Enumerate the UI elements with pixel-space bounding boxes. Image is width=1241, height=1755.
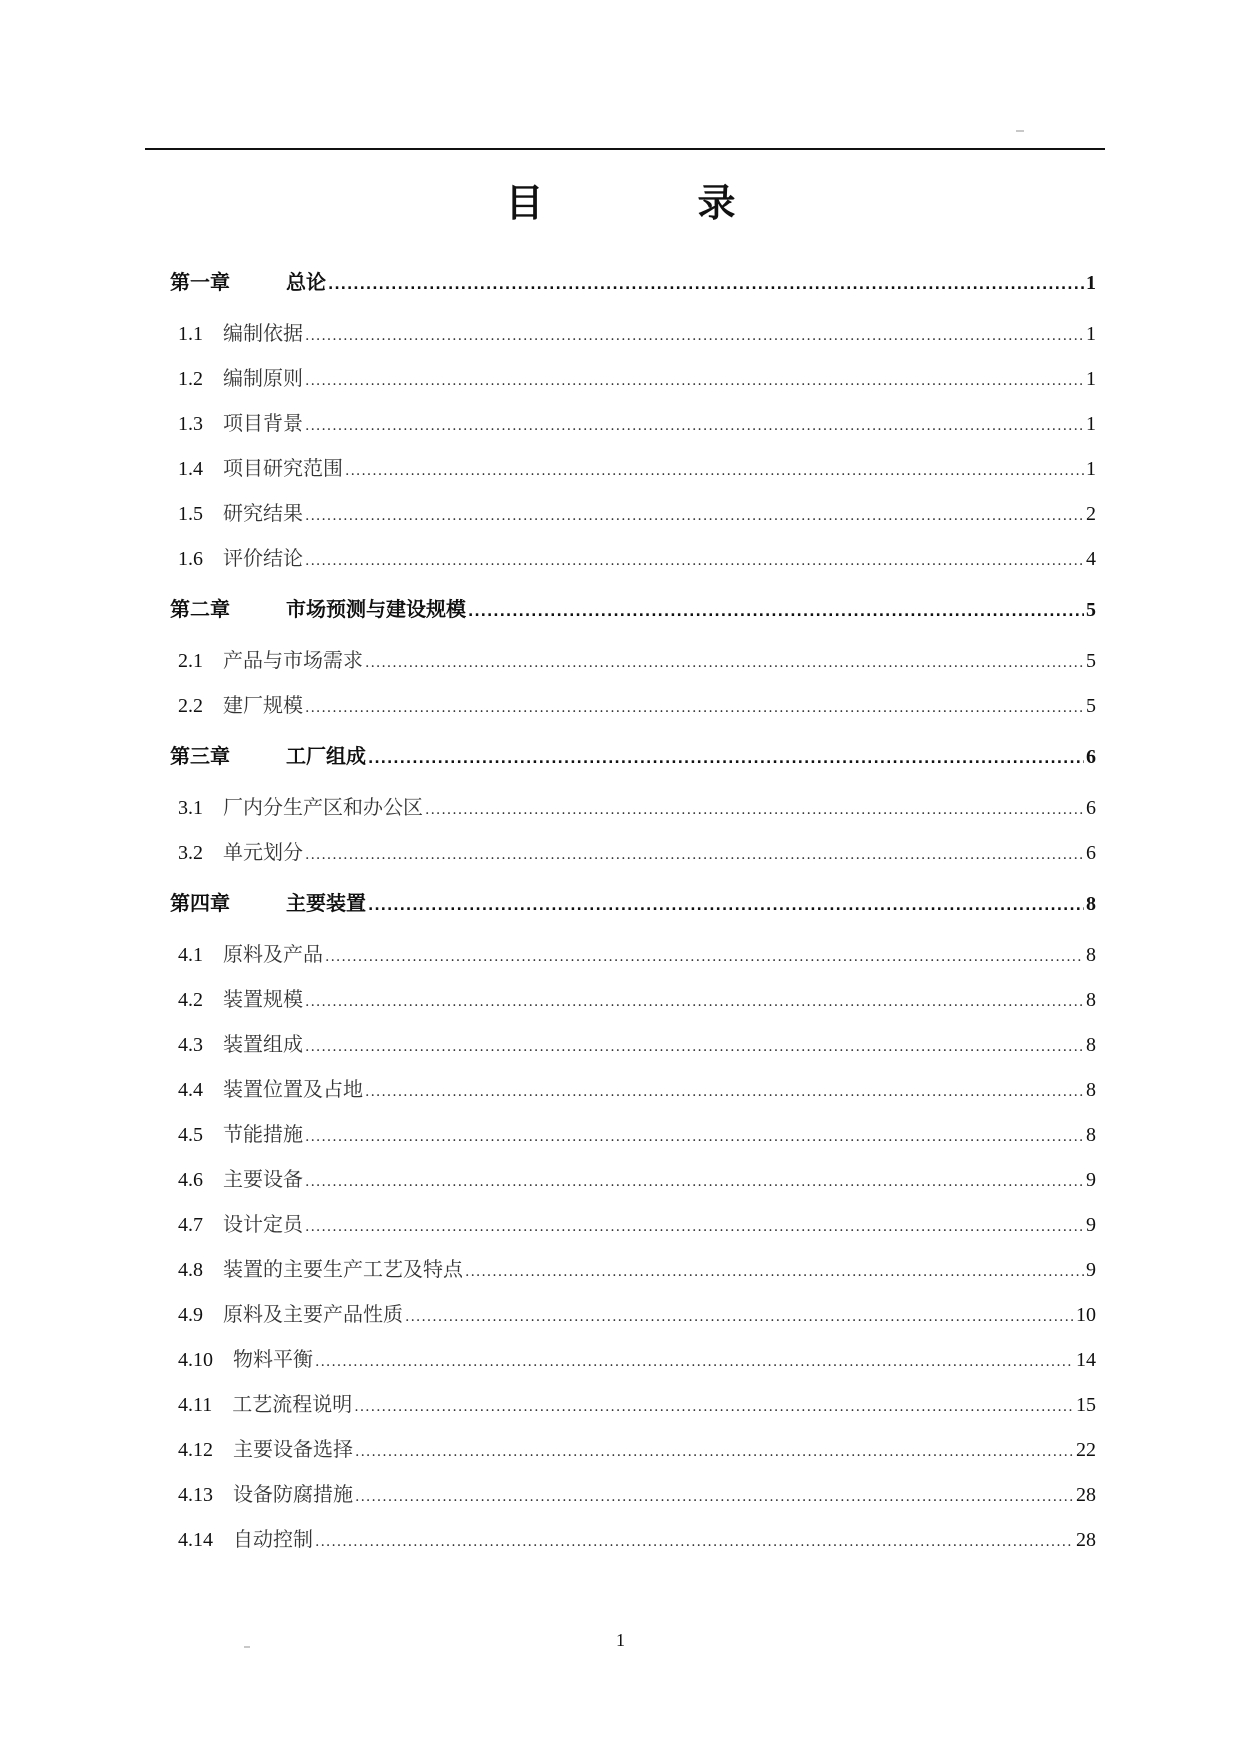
toc-entry-title: 自动控制 (233, 1527, 313, 1551)
toc-entry-page: 6 (1086, 797, 1096, 819)
toc-section-entry[interactable] (170, 1382, 1096, 1427)
toc-entry-title: 设计定员 (223, 1212, 303, 1236)
toc-entry-page: 8 (1086, 944, 1096, 966)
toc-entry-title: 物料平衡 (233, 1347, 313, 1371)
toc-entry-page: 15 (1076, 1394, 1096, 1416)
toc-entry-number: 4.14 (178, 1529, 213, 1551)
toc-entry-title: 主要设备 (223, 1167, 303, 1191)
toc-section-entry[interactable] (170, 1022, 1096, 1067)
toc-entry-number: 第二章 (170, 597, 230, 621)
toc-entry-number: 第三章 (170, 744, 230, 768)
toc-entry-page: 28 (1076, 1529, 1096, 1551)
toc-chapter-entry[interactable] (170, 254, 1096, 311)
toc-section-entry[interactable] (170, 785, 1096, 830)
toc-entry-number: 4.13 (178, 1484, 213, 1506)
toc-entry-page: 4 (1086, 548, 1096, 570)
toc-entry-page: 5 (1086, 695, 1096, 717)
toc-entry-number: 2.1 (178, 650, 203, 672)
toc-entry-title: 项目研究范围 (223, 456, 343, 480)
toc-entry-title: 编制原则 (223, 366, 303, 390)
toc-entry-page: 8 (1086, 1124, 1096, 1146)
header-mark (1016, 130, 1024, 132)
toc-entry-title: 装置位置及占地 (223, 1077, 363, 1101)
toc-leader-dots (365, 1070, 1084, 1115)
toc-entry-page: 5 (1086, 599, 1096, 621)
toc-section-entry[interactable] (170, 1157, 1096, 1202)
toc-entry-title: 编制依据 (223, 321, 303, 345)
toc-entry-title: 产品与市场需求 (223, 648, 363, 672)
toc-leader-dots (315, 1520, 1074, 1565)
toc-leader-dots (354, 1385, 1074, 1430)
toc-entry-page: 6 (1086, 842, 1096, 864)
toc-chapter-entry[interactable] (170, 581, 1096, 638)
toc-chapter-entry[interactable] (170, 728, 1096, 785)
toc-entry-title: 评价结论 (223, 546, 303, 570)
toc-entry-number: 1.6 (178, 548, 203, 570)
toc-section-entry[interactable] (170, 1067, 1096, 1112)
toc-section-entry[interactable] (170, 977, 1096, 1022)
toc-leader-dots (305, 980, 1084, 1025)
toc-leader-dots (305, 494, 1084, 539)
toc-section-entry[interactable] (170, 536, 1096, 581)
toc-entry-page: 8 (1086, 893, 1096, 915)
toc-leader-dots (355, 1430, 1074, 1475)
toc-entry-number: 4.4 (178, 1079, 203, 1101)
toc-entry-number: 4.5 (178, 1124, 203, 1146)
toc-entry-title: 装置组成 (223, 1032, 303, 1056)
toc-section-entry[interactable] (170, 1112, 1096, 1157)
toc-entry-title: 主要装置 (286, 891, 366, 915)
toc-entry-number: 第四章 (170, 891, 230, 915)
toc-leader-dots (305, 1205, 1084, 1250)
toc-entry-title: 厂内分生产区和办公区 (223, 795, 423, 819)
toc-entry-number: 第一章 (170, 270, 230, 294)
toc-leader-dots (305, 404, 1084, 449)
toc-entry-number: 4.11 (178, 1394, 213, 1416)
toc-leader-dots (305, 314, 1084, 359)
table-of-contents (170, 254, 1096, 1562)
toc-entry-page: 5 (1086, 650, 1096, 672)
toc-entry-number: 1.4 (178, 458, 203, 480)
toc-section-entry[interactable] (170, 1247, 1096, 1292)
toc-leader-dots (425, 788, 1084, 833)
toc-entry-title: 原料及主要产品性质 (223, 1302, 403, 1326)
toc-entry-page: 14 (1076, 1349, 1096, 1371)
toc-leader-dots (328, 257, 1084, 314)
toc-section-entry[interactable] (170, 932, 1096, 977)
toc-entry-number: 1.2 (178, 368, 203, 390)
toc-leader-dots (305, 1025, 1084, 1070)
toc-entry-number: 1.5 (178, 503, 203, 525)
toc-entry-number: 4.9 (178, 1304, 203, 1326)
toc-entry-page: 9 (1086, 1214, 1096, 1236)
toc-entry-title: 项目背景 (223, 411, 303, 435)
toc-leader-dots (305, 833, 1084, 878)
toc-entry-title: 原料及产品 (223, 942, 323, 966)
toc-entry-number: 3.1 (178, 797, 203, 819)
toc-leader-dots (305, 539, 1084, 584)
toc-entry-page: 28 (1076, 1484, 1096, 1506)
toc-leader-dots (325, 935, 1084, 980)
toc-leader-dots (465, 1250, 1084, 1295)
toc-section-entry[interactable] (170, 1427, 1096, 1472)
toc-entry-title: 主要设备选择 (233, 1437, 353, 1461)
toc-entry-page: 2 (1086, 503, 1096, 525)
toc-entry-title: 装置的主要生产工艺及特点 (223, 1257, 463, 1281)
toc-entry-title: 设备防腐措施 (233, 1482, 353, 1506)
toc-section-entry[interactable] (170, 683, 1096, 728)
toc-entry-title: 工厂组成 (286, 744, 366, 768)
toc-entry-page: 8 (1086, 989, 1096, 1011)
toc-leader-dots (305, 1160, 1084, 1205)
toc-entry-page: 1 (1086, 323, 1096, 345)
toc-leader-dots (468, 584, 1084, 641)
toc-entry-title: 工艺流程说明 (232, 1392, 353, 1416)
toc-entry-page: 8 (1086, 1079, 1096, 1101)
toc-entry-number: 3.2 (178, 842, 203, 864)
toc-section-entry[interactable] (170, 830, 1096, 875)
toc-entry-page: 6 (1086, 746, 1096, 768)
toc-leader-dots (355, 1475, 1074, 1520)
toc-leader-dots (365, 641, 1084, 686)
toc-section-entry[interactable] (170, 1517, 1096, 1562)
toc-entry-number: 1.1 (178, 323, 203, 345)
toc-entry-page: 9 (1086, 1259, 1096, 1281)
toc-entry-title: 单元划分 (223, 840, 303, 864)
toc-entry-number: 2.2 (178, 695, 203, 717)
toc-title: 目 录 (505, 181, 794, 225)
toc-section-entry[interactable] (170, 1472, 1096, 1517)
toc-section-entry[interactable] (170, 311, 1096, 356)
footer-mark (244, 1646, 250, 1648)
toc-entry-page: 1 (1086, 368, 1096, 390)
toc-entry-title: 总论 (286, 270, 326, 294)
toc-leader-dots (305, 686, 1084, 731)
toc-section-entry[interactable] (170, 401, 1096, 446)
toc-section-entry[interactable] (170, 1202, 1096, 1247)
header-rule (145, 148, 1105, 150)
toc-entry-number: 4.8 (178, 1259, 203, 1281)
toc-leader-dots (368, 731, 1084, 788)
toc-entry-page: 1 (1086, 413, 1096, 435)
toc-section-entry[interactable] (170, 638, 1096, 683)
toc-leader-dots (305, 1115, 1084, 1160)
toc-entry-title: 研究结果 (223, 501, 303, 525)
toc-entry-number: 4.2 (178, 989, 203, 1011)
toc-entry-title: 市场预测与建设规模 (286, 597, 466, 621)
toc-entry-page: 8 (1086, 1034, 1096, 1056)
toc-entry-page: 9 (1086, 1169, 1096, 1191)
toc-leader-dots (315, 1340, 1074, 1385)
toc-chapter-entry[interactable] (170, 875, 1096, 932)
toc-leader-dots (405, 1295, 1074, 1340)
toc-entry-number: 4.7 (178, 1214, 203, 1236)
toc-entry-number: 4.6 (178, 1169, 203, 1191)
toc-entry-page: 1 (1086, 458, 1096, 480)
toc-entry-page: 1 (1086, 272, 1096, 294)
toc-entry-number: 4.3 (178, 1034, 203, 1056)
toc-entry-number: 4.1 (178, 944, 203, 966)
toc-entry-page: 22 (1076, 1439, 1096, 1461)
toc-entry-title: 节能措施 (223, 1122, 303, 1146)
toc-entry-number: 1.3 (178, 413, 203, 435)
toc-entry-title: 装置规模 (223, 987, 303, 1011)
toc-entry-page: 10 (1076, 1304, 1096, 1326)
toc-entry-number: 4.10 (178, 1349, 213, 1371)
toc-leader-dots (305, 359, 1084, 404)
page-number: 1 (616, 1630, 625, 1650)
toc-entry-number: 4.12 (178, 1439, 213, 1461)
toc-section-entry[interactable] (170, 446, 1096, 491)
toc-section-entry[interactable] (170, 1337, 1096, 1382)
toc-leader-dots (368, 878, 1084, 935)
toc-leader-dots (345, 449, 1084, 494)
toc-section-entry[interactable] (170, 356, 1096, 401)
toc-section-entry[interactable] (170, 1292, 1096, 1337)
toc-section-entry[interactable] (170, 491, 1096, 536)
toc-entry-title: 建厂规模 (223, 693, 303, 717)
